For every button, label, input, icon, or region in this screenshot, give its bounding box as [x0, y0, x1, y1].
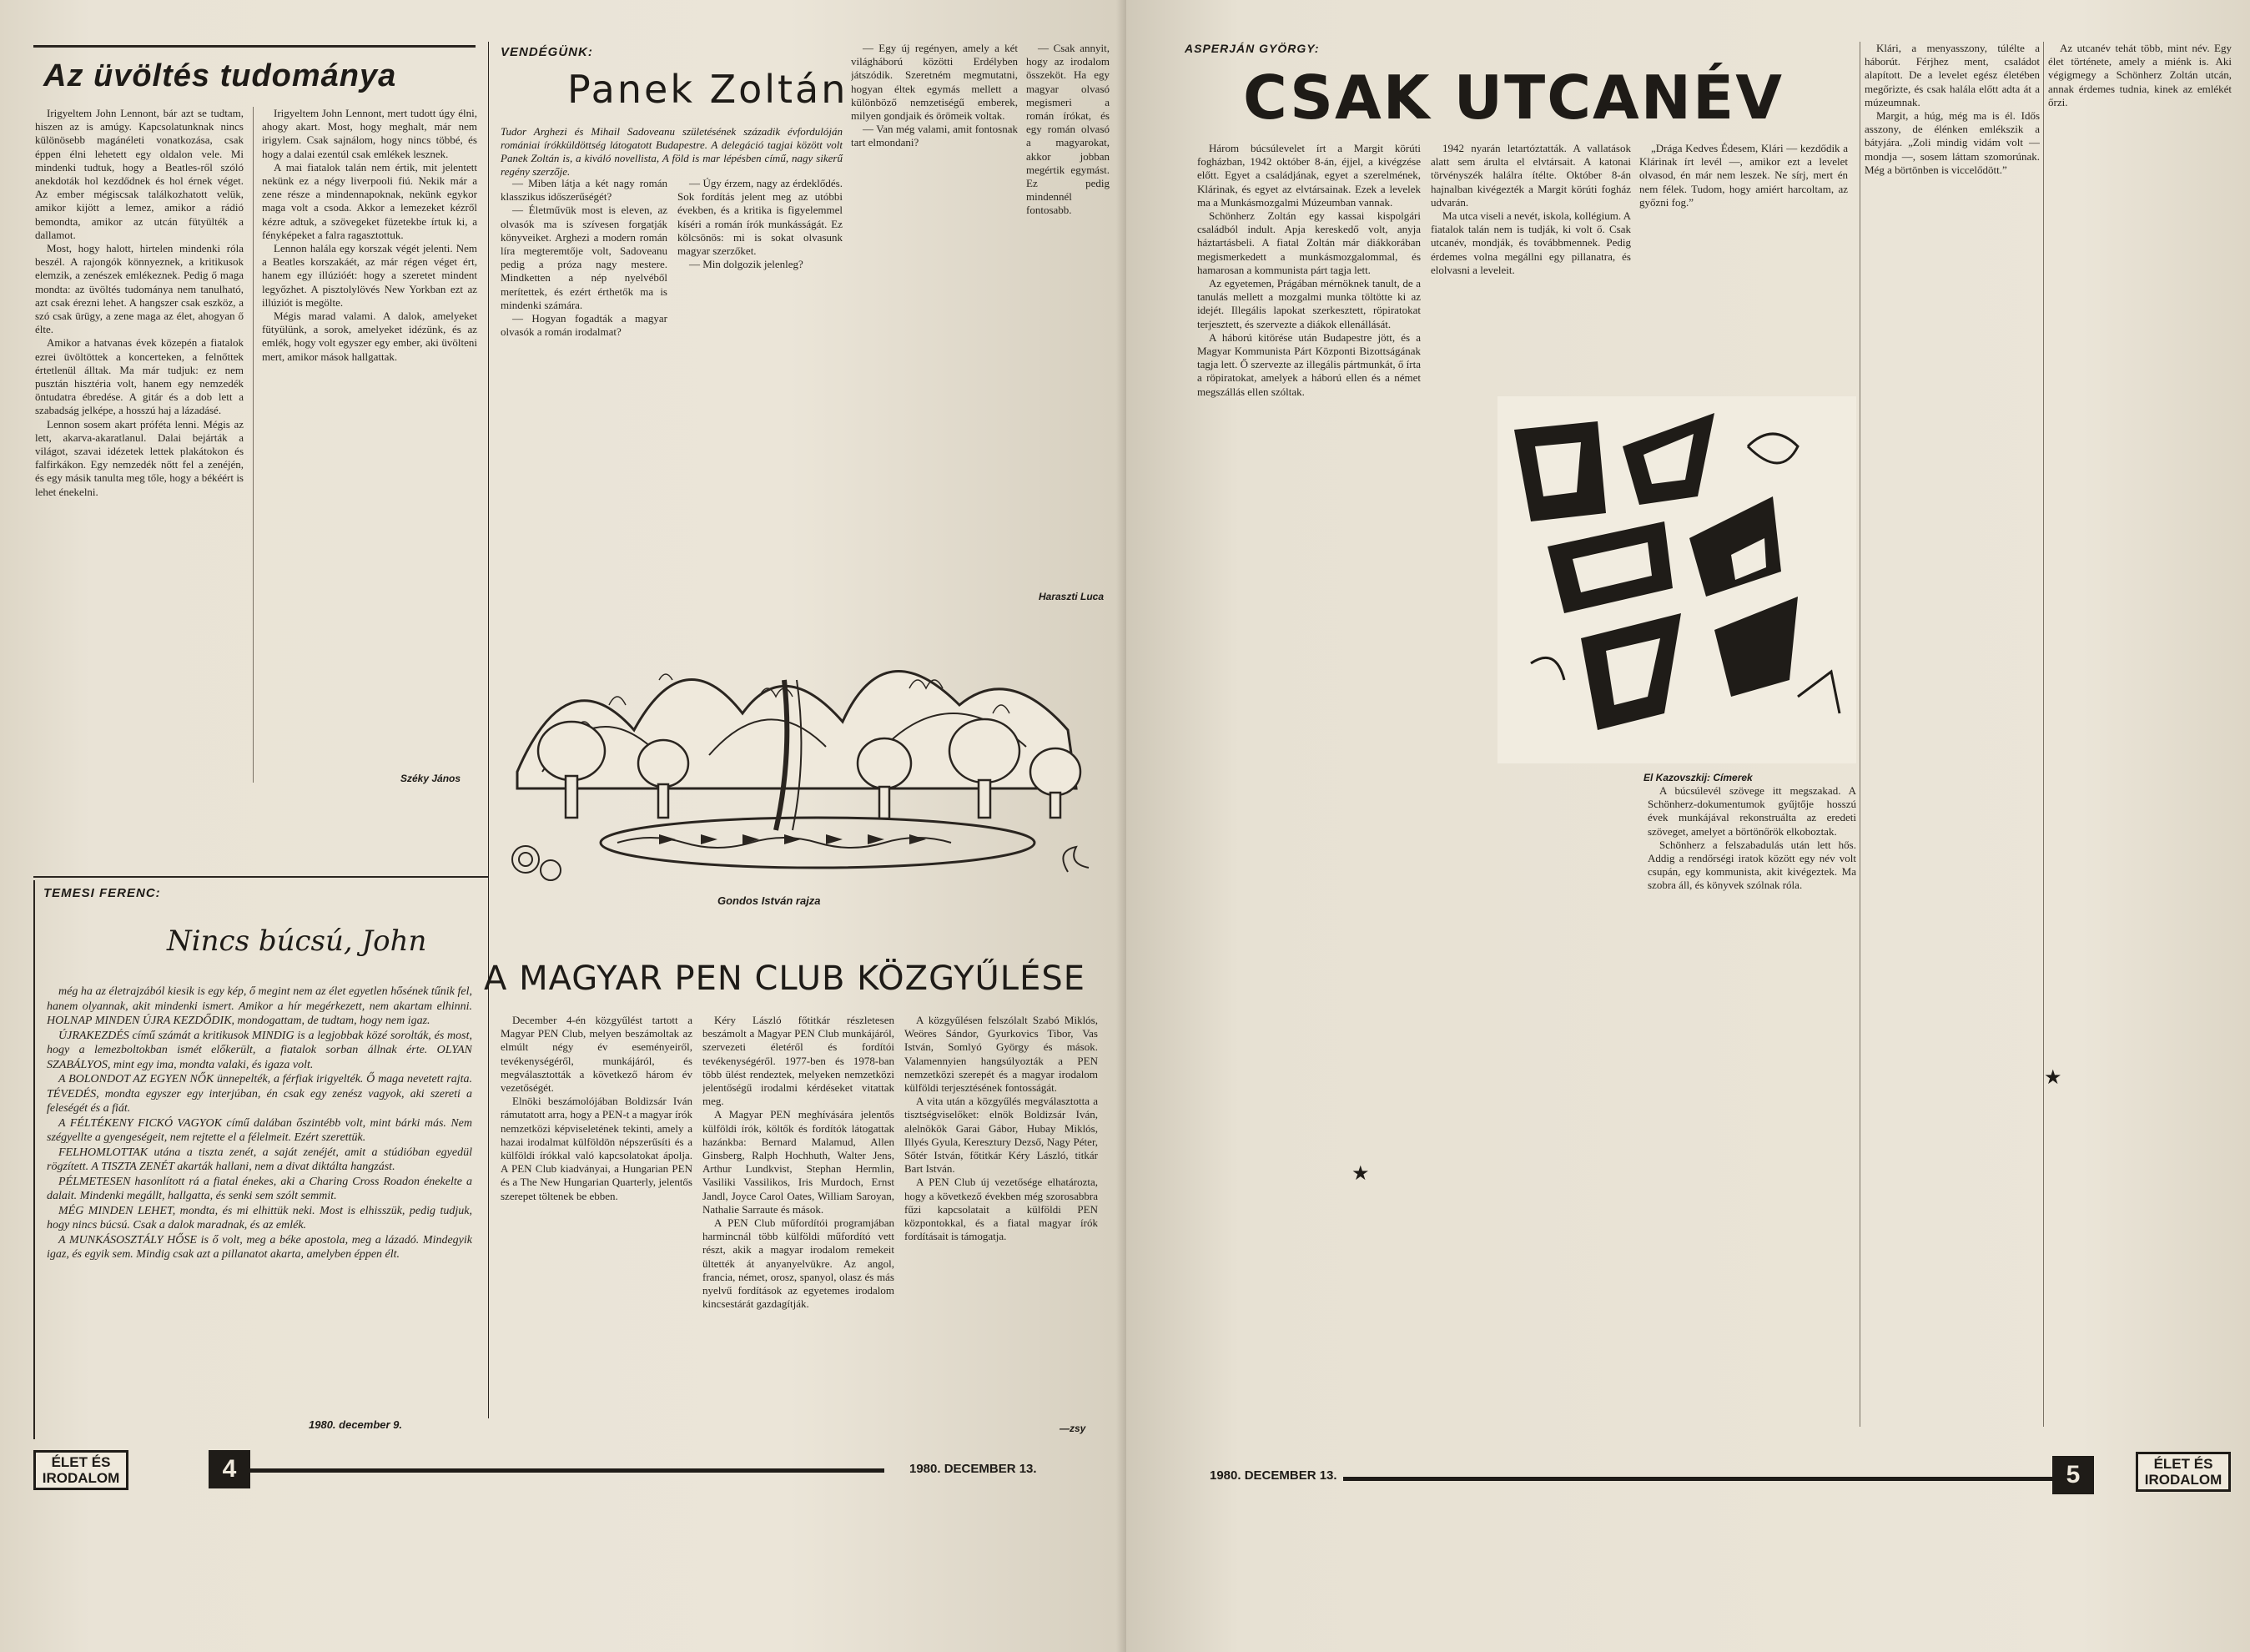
article4-body-col2: [702, 1014, 894, 1414]
article5-body-col6: [2048, 42, 2232, 1410]
article5-body-col5: [1865, 42, 2040, 1410]
article5-paragraph: Az egyetemen, Prágában mérnöknek tanult, de a tanulás mellett a mozgalmi munka töltötte ki az idejét. Illegális lapokat szerkesztett, röpiratokat terjesztett, és szervezte a diákok ellenállását.: [1197, 277, 1421, 330]
article4-paragraph: Kéry László főtitkár részletesen beszámolt a Magyar PEN Club munkájáról, szervezeti életéről és fordítói tevékenységéről. 1977-ben és 1978-ban több ülést rendeztek, melyeken nemzetközi jelentőségű irodalmi kérdéseket vitattak meg.: [702, 1014, 894, 1108]
article5-paragraph: Schönherz Zoltán egy kassai kispolgári családból indult. Apja kereskedő volt, anyja háztartásbeli. A fiatal Zoltán már diákkorában megismerkedett a munkásmozgalommal, és hamarosan a kommunista párt tagja lett.: [1197, 209, 1421, 276]
article4-body-col1: [501, 1014, 692, 1414]
article2-body-col1: [501, 177, 667, 586]
article2-author: Haraszti Luca: [1039, 591, 1105, 602]
article4-paragraph: A közgyűlésen felszólalt Szabó Miklós, Weöres Sándor, Gyurkovics Tibor, Vas István, Somlyó György és mások. Valamennyien hangsúlyozták a PEN nemzetközi szerepét és a magyar irodalom külföldi terjesztésének fontosságát.: [904, 1014, 1098, 1095]
masthead-logo-text: ÉLET ÉS IRODALOM: [2144, 1456, 2222, 1488]
article3-paragraph: ÚJRAKEZDÉS című számát a kritikusok MINDIG is a legjobbak közé sorolták, és most, hogy a lemezboltokban ismét előkerült, a fiatalok sorban állnak érte. OLYAN SZABÁLYOS, mint egy ima, mondta valaki, és igaza volt.: [47, 1029, 472, 1071]
article2-body-col2: [677, 177, 843, 586]
article5-paragraph: Ma utca viseli a nevét, iskola, kollégium. A fiatalok talán nem is tudják, ki volt ő. Csak utcanév, mondják, és továbbmennek. Pedig érdemes volna megállni egy pillanatra, és elolvasni a leveleit.: [1431, 209, 1631, 276]
article5-paragraph: A búcsúlevél szövege itt megszakad. A Schönherz-dokumentumok gyűjtője hosszú évek munkájával rekonstruálta az eredeti szöveget, amelyet a börtönőrök elkoboztak.: [1648, 784, 1856, 838]
article1-paragraph: Lennon sosem akart próféta lenni. Mégis az lett, akarva-akaratlanul. Dalai bejárták a világot, szavai idézetek lettek plakátokon és falfirkákon. Egy nemzedék nőtt fel a zenéjén, és egy másik tanulta meg tőle, hogy a békéért is lehet énekelni.: [35, 417, 244, 498]
article5-paragraph: Az utcanév tehát több, mint név. Egy élet története, amely a miénk is. Aki végigmegy a Schönherz Zoltán utcán, annak érdemes tudnia, kinek az emlékét őrzi.: [2048, 42, 2232, 108]
article4-paragraph: A PEN Club új vezetősége elhatározta, hogy a következő években még szorosabbra fűzi kapcsolatait a külföldi PEN központokkal, és a fiatal magyar írók fordításait is támogatja.: [904, 1176, 1098, 1243]
page-number-left: 4: [209, 1450, 250, 1488]
article3-frame: [33, 880, 490, 1439]
footer-rule: [250, 1468, 884, 1473]
article5-paragraph: A háború kitörése után Budapestre jött, és a Magyar Kommunista Párt Központi Bizottságának tagja lett. Ő szervezte az illegális pártmunkát, ő írta a röpiratokat, amelyek a háború ellen és a német megszállás ellen szóltak.: [1197, 330, 1421, 398]
footer-rule: [1343, 1477, 2052, 1481]
article4-paragraph: Elnöki beszámolójában Boldizsár Iván rámutatott arra, hogy a PEN-t a magyar írók nemzetközi képviseletének tekinti, amely a hazai irodalmat külföldön népszerűsíti és a külföldi írókkal való kapcsolatokat ápolja. A PEN Club kiadványai, a Hungarian PEN és a The New Hungarian Quarterly, jelentős szerepet töltenek be ebben.: [501, 1095, 692, 1202]
article2-paragraph: — Úgy érzem, nagy az érdeklődés. Sok fordítás jelent meg az utóbbi években, és a kritika is figyelemmel kíséri a román írók munkásságát. Ez kölcsönös: mi is sokat olvasunk magyar szerzőket.: [677, 177, 843, 258]
article5-title: CSAK UTCANÉV: [1243, 63, 1784, 133]
article4-signature: —zsy: [1060, 1423, 1086, 1434]
article5-paragraph: Margit, a húg, még ma is él. Idős asszony, de élénken emlékszik a bátyjára. „Zoli mindig vidám volt — mondja —, sosem láttam szomorúnak. Még a börtönben is viccelődött.”: [1865, 109, 2040, 176]
article1-paragraph: Amikor a hatvanas évek közepén a fiatalok ezrei üvöltöttek a koncerteken, a felnőttek értetlenül álltak. Ma már tudjuk: ez nem pusztán hisztéria volt, hanem egy nemzedék öntudatra ébredése. A gitár és a dob lett a szabadság jelképe, a hosszú haj a lázadásé.: [35, 336, 244, 417]
article2-title: Panek Zoltán: [567, 67, 848, 112]
article4-paragraph: A Magyar PEN meghívására jelentős külföldi írók, költők és fordítók látogattak hazánkba: Bernard Malamud, Allen Ginsberg, Ralph Hochhuth, Walter Jens, Arthur Lundkvist, Stephan Hermlin, Vasiliki Vassilikos, Iris Murdoch, Ernst Jandl, Joyce Carol Oates, William Saroyan, Nathalie Sarraute és mások.: [702, 1108, 894, 1216]
article2-kicker: VENDÉGÜNK:: [501, 45, 593, 59]
article5-kicker: ASPERJÁN GYÖRGY:: [1185, 42, 1320, 55]
article2-paragraph: — Hogyan fogadták a magyar olvasók a román irodalmat?: [501, 312, 667, 339]
article5-paragraph: Három búcsúlevelet írt a Margit körúti fogházban, 1942 október 8-án, éjjel, a kivégzése előtt. Egyet a családjának, egyet a szerelmének, Klárinak, és egyet az elvtársainak. Ezek a levelek ma a Munkásmozgalmi Múzeumban vannak.: [1197, 142, 1421, 209]
article3-paragraph: A BOLONDOT AZ EGYEN NŐK ünnepelték, a férfiak irigyelték. Ő maga nevetett rajta. TÉVEDÉS, mondta egyszer egy interjúban, én csak egy zenész vagyok, aki szereti a feleségét és a fiát.: [47, 1073, 472, 1115]
article3-paragraph: MÉG MINDEN LEHET, mondta, és mi elhittük neki. Most is elhisszük, pedig tudjuk, hogy nincs búcsú. Csak a dalok maradnak, és az emlék.: [47, 1204, 472, 1231]
article3-paragraph: még ha az életrajzából kiesik is egy kép, ő megint nem az élet egyetlen hősének tűnik fel, hanem olyannak, akit mindenki ismert. Amikor a hír megérkezett, nem akartam elhinni. HOLNAP MINDEN ÚJRA KEZDŐDIK, mondogattam, de tudtam, hogy nem igaz.: [47, 985, 472, 1027]
article5-paragraph: Schönherz a felszabadulás után lett hős. Addig a rendőrségi iratok között egy név volt csupán, egy kommunista, akit kivégeztek. Ma szobra áll, és könyvek szólnak róla.: [1648, 838, 1856, 892]
article1-paragraph: Irigyeltem John Lennont, bár azt se tudtam, hiszen az is amúgy. Kapcsolatunknak nincs különösebb magánéleti vonatkozása, csak éppen élni lehetett egy oldalon vele. Mi mindenki tudtuk, hogy a Beatles-ről szóló anekdoták hol kezdődnek és hol érnek véget. Az ember mégiscsak találkozhatott velük, amikor kijött a lemez, amikor a rádió bemondta, amikor az utcán fütyülték a dallamot.: [35, 107, 244, 241]
article1-paragraph: A mai fiatalok talán nem értik, mit jelentett nekünk ez a négy liverpooli fiú. Nekik már a zene része a mindennapoknak, nekünk egykor maga volt a csoda. Akkor a lemezeket kézről kézre adtuk, a szövegeket füzetekbe írtuk ki, a fényképeket a falra ragasztottuk.: [262, 160, 477, 241]
section-star: ★: [1352, 1163, 1370, 1185]
article5-body-col2: [1431, 142, 1631, 1410]
article3-paragraph: FELHOMLOTTAK utána a tiszta zenét, a saját zenéjét, amit a stúdióban egyedül rögzített. A TISZTA ZENÉT akarták hallani, nem a divat diktálta hangzást.: [47, 1146, 472, 1173]
article3-paragraph: PÉLMETESEN hasonlított rá a fiatal énekes, aki a Charing Cross Roadon énekelte a dalait. Mindenki megállt, hallgatta, és senki sem szólt semmit.: [47, 1175, 472, 1202]
column-divider: [2043, 42, 2044, 1427]
article5-paragraph: 1942 nyarán letartóztatták. A vallatások alatt sem árulta el elvtársait. A katonai törvényszék halálra ítélte. Október 8-án hajnalban kivégezték a Margit körúti fogház udvarán.: [1431, 142, 1631, 209]
article1-body-col1: [35, 107, 244, 766]
article2-paragraph: — Van még valami, amit fontosnak tart elmondani?: [851, 123, 1018, 149]
article3-kicker: TEMESI FERENC:: [43, 886, 161, 900]
article1-paragraph: Irigyeltem John Lennont, mert tudott úgy élni, ahogy akart. Most, hogy meghalt, már nem irigylem. Csak sajnálom, hogy nincs többé, és hogy a dalai ezentúl csak emlékek lesznek.: [262, 107, 477, 160]
article1-body-col2: [262, 107, 477, 766]
article1-paragraph: Mégis marad valami. A dalok, amelyeket fütyülünk, a sorok, amelyeket idézünk, és az emlék, hogy volt egyszer egy ember, aki üvölteni mert, amikor mások hallgattak.: [262, 310, 477, 363]
article3-date: 1980. december 9.: [309, 1418, 403, 1431]
issue-date-left: 1980. DECEMBER 13.: [909, 1462, 1037, 1476]
section-divider: [33, 876, 488, 878]
article3-paragraph: A FÉLTÉKENY FICKÓ VAGYOK című dalában őszintébb volt, mint bárki más. Nem szégyellte a gyengeségeit, nem rejtette el a félelmeit. Ezért szerettük.: [47, 1116, 472, 1144]
article2-paragraph: — Miben látja a két nagy román klasszikus időszerűségét?: [501, 177, 667, 204]
article4-body-col3: [904, 1014, 1098, 1414]
article4-paragraph: A PEN Club műfordítói programjában harmincnál több külföldi műfordító vett részt, akik a magyar irodalom remekeit ültették át anyanyelvükre. Az angol, francia, német, orosz, spanyol, olasz és más nyelvű fordítások az egyetemes irodalom kincsestárát gazdagítják.: [702, 1216, 894, 1311]
illustration-credit-right: El Kazovszkij: Címerek: [1643, 772, 1753, 783]
article4-title: A MAGYAR PEN CLUB KÖZGYŰLÉSE: [484, 959, 1086, 998]
column-divider: [253, 107, 254, 783]
article5-paragraph: Klári, a menyasszony, túlélte a háborút. Férjhez ment, családot alapított. De a levelet egész életében megőrizte, és csak halála előtt adta át a múzeumnak.: [1865, 42, 2040, 108]
masthead-logo: [33, 1450, 128, 1490]
right-page: [1126, 0, 2250, 1652]
article2-body-col4: [1026, 42, 1110, 584]
issue-date-right: 1980. DECEMBER 13.: [1210, 1468, 1337, 1483]
article2-paragraph: — Egy új regényen, amely a két világháború közötti Erdélyben játszódik. Szeretném megmutatni, hogyan éltek egymás mellett a különböző nemzetiségű emberek, milyen gondjaik és örömeik voltak.: [851, 42, 1018, 123]
article2-lead: Tudor Arghezi és Mihail Sadoveanu születésének századik évfordulóján romániai írókküldöttség látogatott Budapestre. A delegáció tagjai között volt Panek Zoltán is, a kiváló novellista, A föld is mar lépésben című, nagy sikerű regény szerzője.: [501, 125, 843, 178]
article5-body-col1: [1197, 142, 1421, 1410]
article4-paragraph: December 4-én közgyűlést tartott a Magyar PEN Club, melyen beszámoltak az elmúlt négy év eseményeiről, tevékenységéről, munkájáról, és megválasztották a következő három év vezetőségét.: [501, 1014, 692, 1095]
article3-title: Nincs búcsú, John: [167, 924, 427, 958]
article5-paragraph: „Drága Kedves Édesem, Klári — kezdődik a Klárinak írt levél —, amikor ezt a levelet olvasod, én már nem leszek. Ne sírj, mert én nem félek. Tudom, hogy amiért harcoltam, az győzni fog.”: [1639, 142, 1848, 209]
section-star: ★: [2044, 1067, 2062, 1089]
article1-author: Széky János: [400, 773, 461, 784]
masthead-logo-right: [2136, 1452, 2231, 1492]
article2-paragraph: — Csak annyit, hogy az irodalom összeköt. Ha egy magyar olvasó megismeri a román írókat, és egy román olvasó a magyarokat, akkor jobban megértik egymást. Ez pedig mindennél fontosabb.: [1026, 42, 1110, 217]
coat-of-arms-illustration: [1497, 396, 1856, 763]
page-number-right: 5: [2052, 1456, 2094, 1494]
article1-title: Az üvöltés tudománya: [43, 58, 397, 93]
article1-paragraph: Most, hogy halott, hirtelen mindenki róla beszél. A rajongók könnyeznek, a kritikusok elemzik, a zenészek emlékeznek. Pedig ő maga mondta: az üvöltés tudománya nem tanulható, azt csak érezni lehet. A hangszer csak eszköz, a szó csak ürügy, a zene maga az élet, ahogyan ő élte.: [35, 242, 244, 336]
article1-paragraph: Lennon halála egy korszak végét jelenti. Nem a Beatles korszakáét, az már régen véget ért, hanem egy illúzióét: hogy a szeretet mindent legyőzhet. A pisztolylövés New Yorkban ezt az illúziót is megölte.: [262, 242, 477, 309]
article2-body-col3: [851, 42, 1018, 584]
article1-title-underline: [33, 45, 476, 48]
article3-paragraph: A MUNKÁSOSZTÁLY HŐSE is ő volt, meg a béke apostola, meg a lázadó. Mindegyik igaz, és egyik sem. Mindig csak azt a pillanatot akarta, amelyben éppen élt.: [47, 1233, 472, 1261]
article2-paragraph: — Min dolgozik jelenleg?: [689, 258, 803, 271]
article4-paragraph: A vita után a közgyűlés megválasztotta a tisztségviselőket: elnök Boldizsár Iván, alelnökök Garai Gábor, Hubay Miklós, Illyés Gyula, Keresztury Dezső, Nagy Péter, Sőtér István, főtitkár Kéry László, titkár Bart István.: [904, 1095, 1098, 1176]
landscape-illustration: [492, 605, 1110, 889]
article5-body-col4: [1648, 784, 1856, 1410]
masthead-logo-text: ÉLET ÉS IRODALOM: [42, 1454, 120, 1486]
article2-paragraph: — Életművük most is eleven, az olvasók ma is szívesen forgatják könyveiket. Arghezi a modern román líra megteremtője volt, Sadoveanu pedig a próza nagy mestere. Mindketten a nép nyelvéből merítettek, és ezért érthetők ma is mindenki számára.: [501, 204, 667, 311]
illustration-credit: Gondos István rajza: [717, 894, 821, 907]
